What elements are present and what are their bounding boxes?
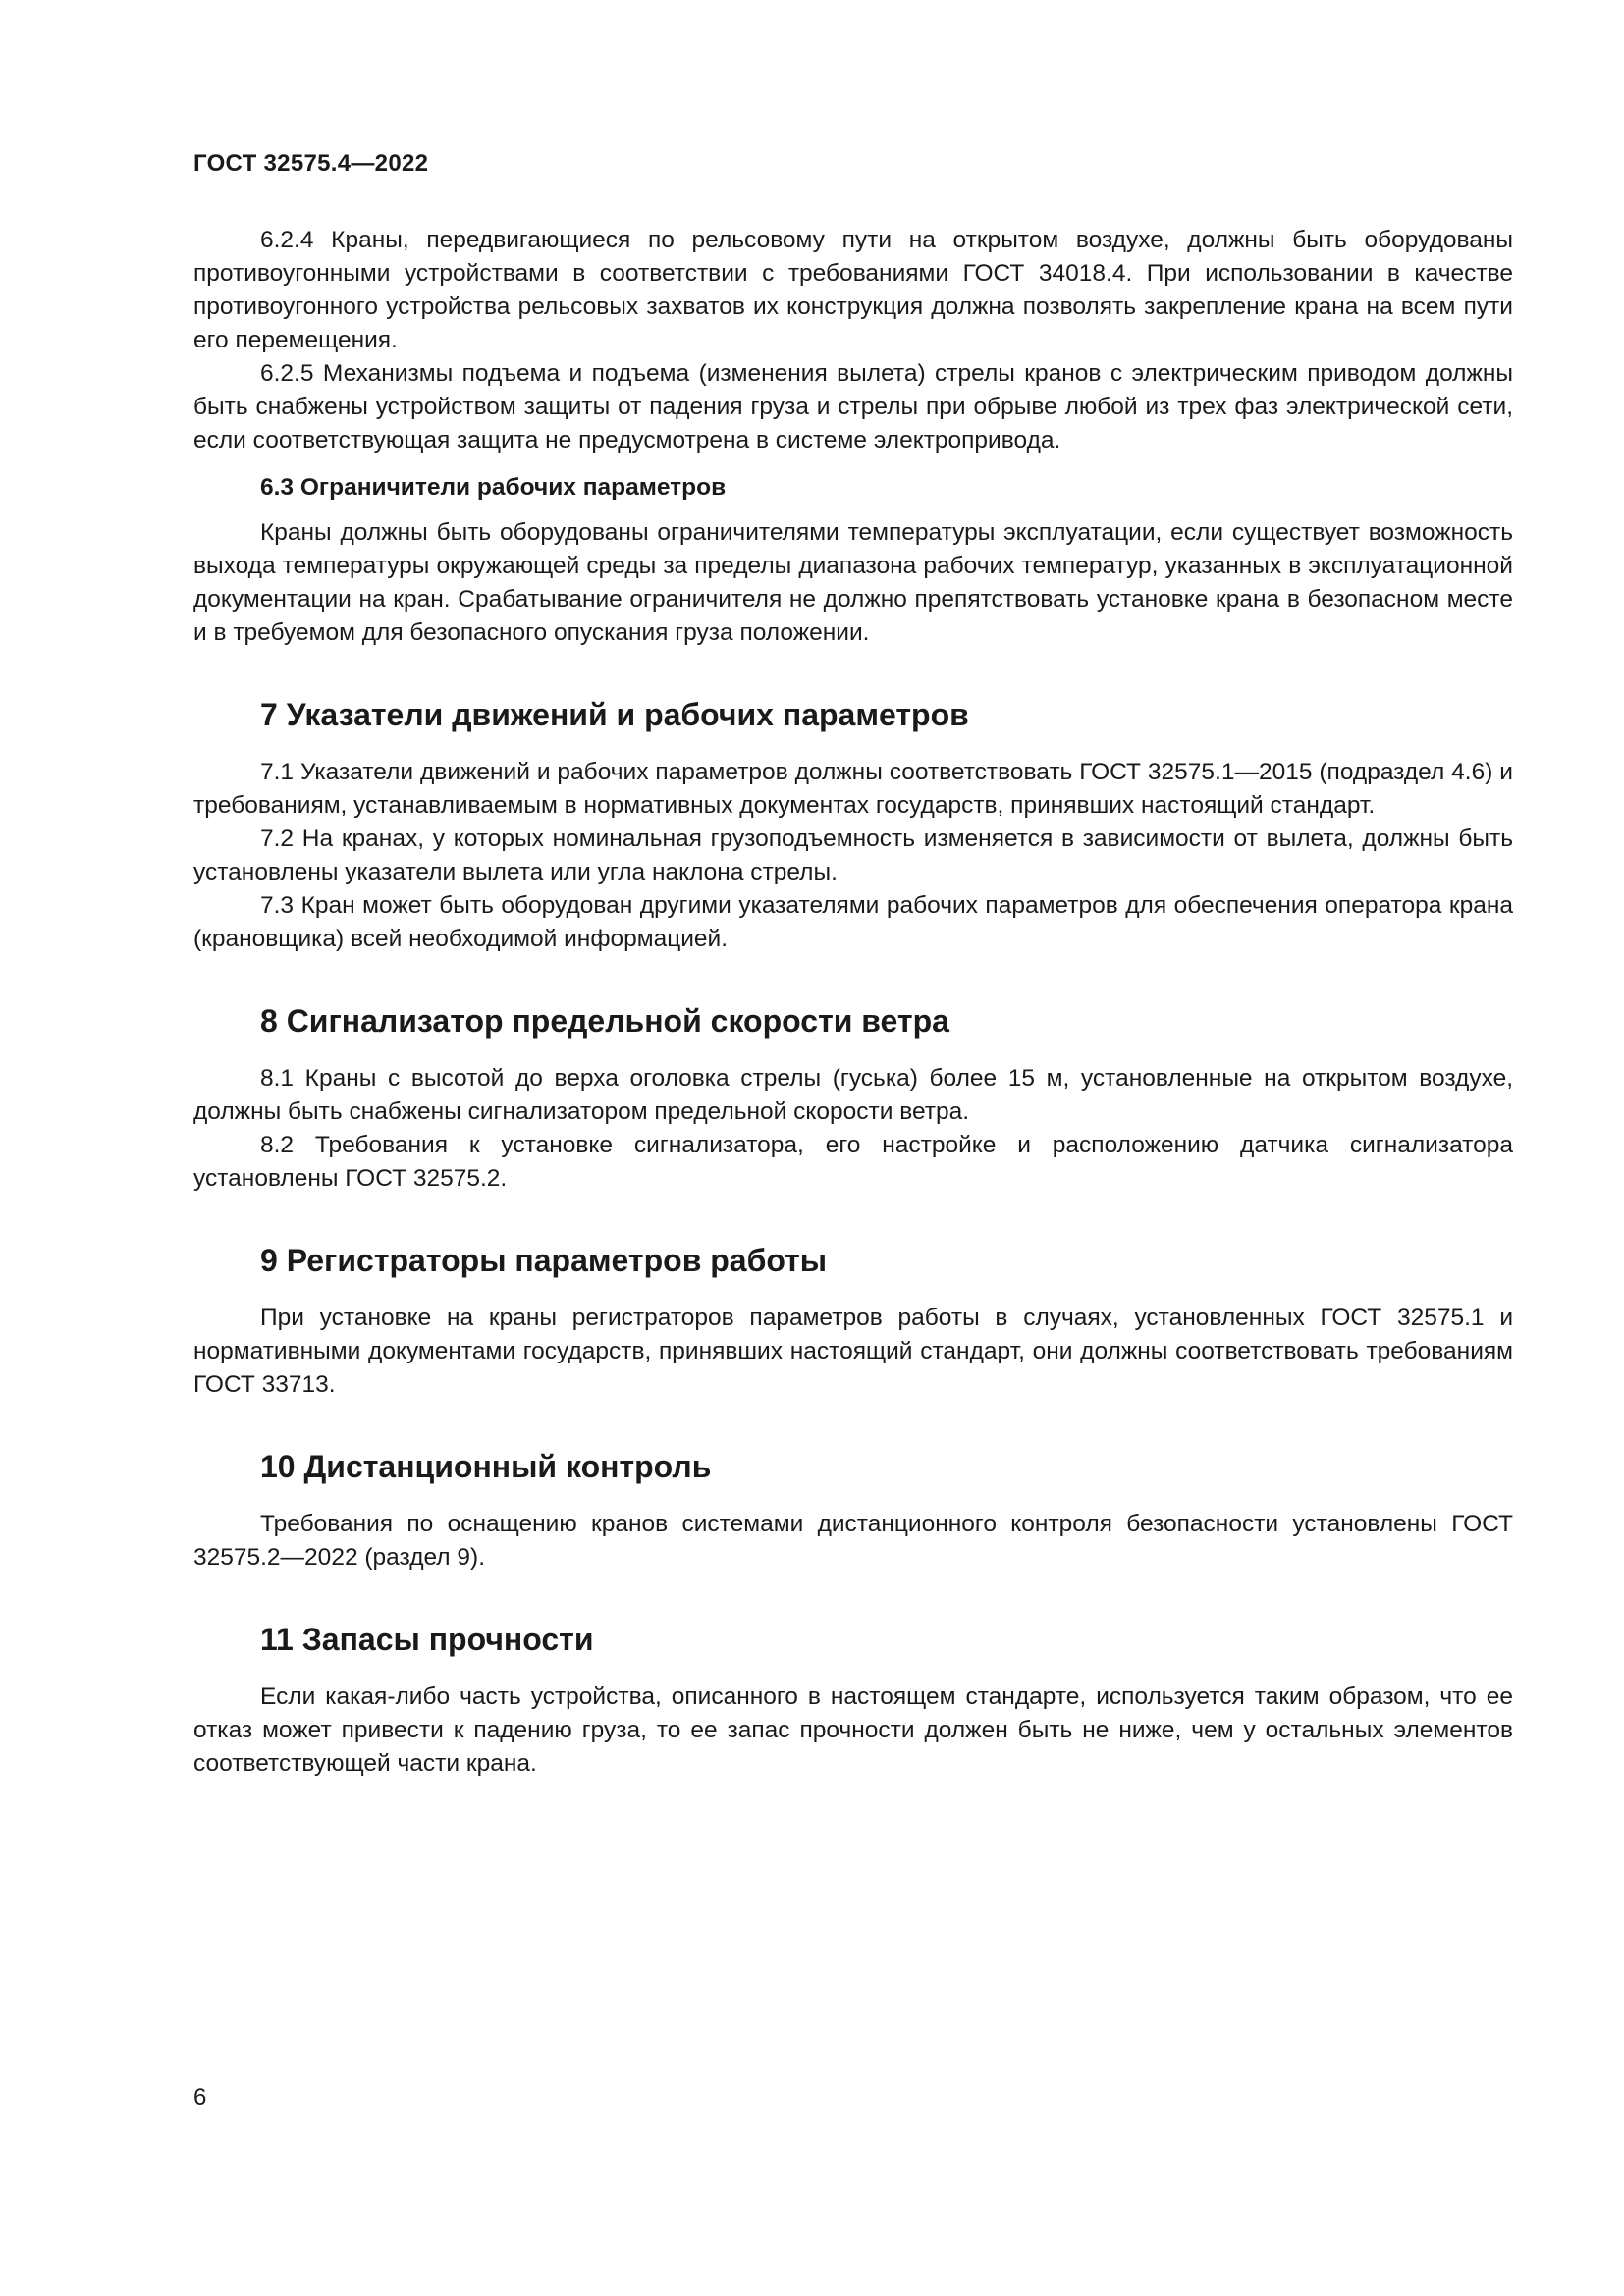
paragraph-6-2-5: 6.2.5 Механизмы подъема и подъема (изменения вылета) стрелы кранов с электрическим приводом должны быть снабжены устройством защиты от падения груза и стрелы при обрыве любой из трех фаз электрической сети, если соответствующая защита не предусмотрена в системе электропривода. [193, 360, 1513, 454]
section-heading-7: 7 Указатели движений и рабочих параметров [260, 697, 969, 732]
paragraph-7-3: 7.3 Кран может быть оборудован другими указателями рабочих параметров для обеспечения оператора крана (крановщика) всей необходимой информацией. [193, 892, 1513, 952]
paragraph-9: При установке на краны регистраторов параметров работы в случаях, установленных ГОСТ 32575.1 и нормативными документами государств, принявших настоящий стандарт, они должны соответствовать требованиям ГОСТ 33713. [193, 1305, 1513, 1398]
page-number: 6 [193, 2084, 207, 2110]
section-heading-8: 8 Сигнализатор предельной скорости ветра [260, 1003, 949, 1039]
paragraph-7-1: 7.1 Указатели движений и рабочих параметров должны соответствовать ГОСТ 32575.1—2015 (подраздел 4.6) и требованиям, устанавливаемым в нормативных документах государств, принявших настоящий стандарт. [193, 759, 1513, 819]
document-body [193, 224, 1513, 1781]
section-heading-10: 10 Дистанционный контроль [260, 1449, 712, 1484]
paragraph-6-3: Краны должны быть оборудованы ограничителями температуры эксплуатации, если существует возможность выхода температуры окружающей среды за пределы диапазона рабочих температур, указанных в эксплуатационной документации на кран. Срабатывание ограничителя не должно препятствовать установке крана в безопасном месте и в требуемом для безопасного опускания груза положении. [193, 519, 1513, 646]
paragraph-10: Требования по оснащению кранов системами дистанционного контроля безопасности установлены ГОСТ 32575.2—2022 (раздел 9). [193, 1511, 1513, 1571]
paragraph-11: Если какая-либо часть устройства, описанного в настоящем стандарте, используется таким образом, что ее отказ может привести к падению груза, то ее запас прочности должен быть не ниже, чем у остальных элементов соответствующей части крана. [193, 1683, 1513, 1777]
paragraph-8-1: 8.1 Краны с высотой до верха оголовка стрелы (гуська) более 15 м, установленные на открытом воздухе, должны быть снабжены сигнализатором предельной скорости ветра. [193, 1065, 1513, 1125]
section-heading-11: 11 Запасы прочности [260, 1622, 594, 1657]
paragraph-7-2: 7.2 На кранах, у которых номинальная грузоподъемность изменяется в зависимости от вылета, должны быть установлены указатели вылета или угла наклона стрелы. [193, 826, 1513, 885]
section-heading-9: 9 Регистраторы параметров работы [260, 1243, 828, 1278]
subsection-heading-6-3: 6.3 Ограничители рабочих параметров [260, 474, 727, 501]
paragraph-6-2-4: 6.2.4 Краны, передвигающиеся по рельсовому пути на открытом воздухе, должны быть оборудованы противоугонными устройствами в соответствии с требованиями ГОСТ 34018.4. При использовании в качестве противоугонного устройства рельсовых захватов их конструкция должна позволять закрепление крана на всем пути его перемещения. [193, 227, 1513, 353]
paragraph-8-2: 8.2 Требования к установке сигнализатора, его настройке и расположению датчика сигнализатора установлены ГОСТ 32575.2. [193, 1132, 1513, 1192]
document-header: ГОСТ 32575.4—2022 [193, 150, 429, 177]
